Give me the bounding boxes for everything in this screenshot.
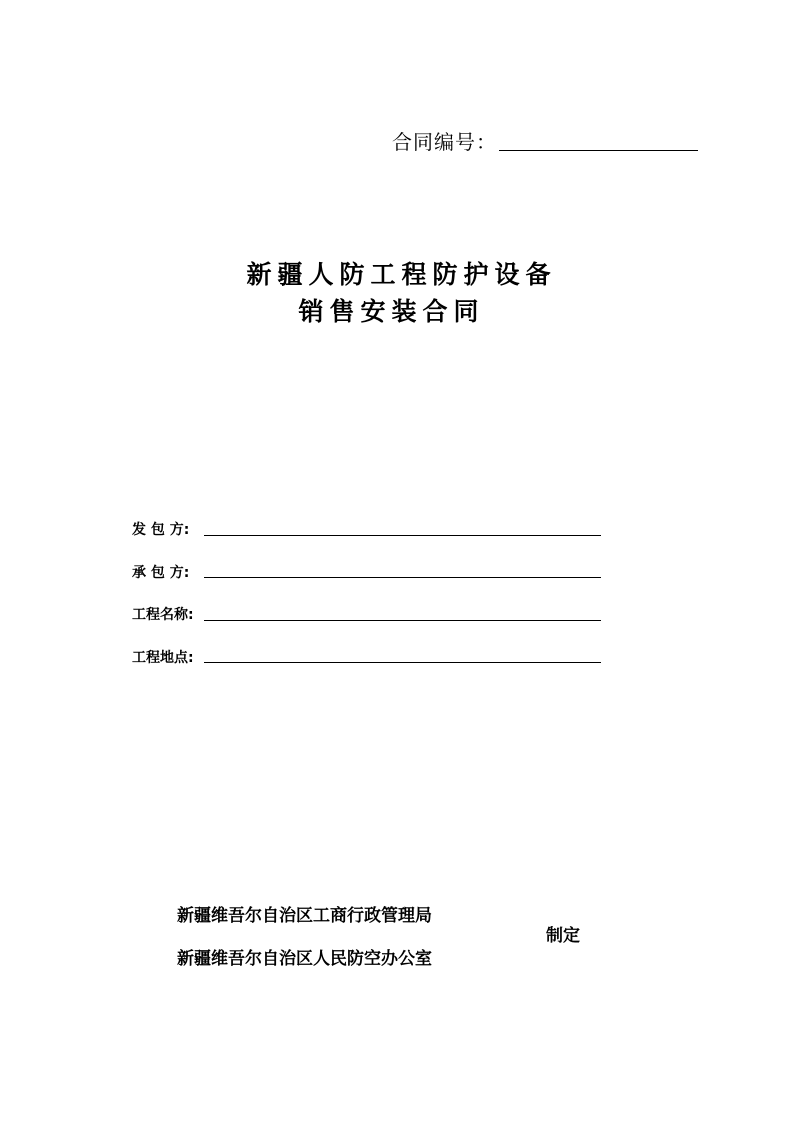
contract-number-blank[interactable] — [499, 150, 698, 151]
issuer-line-1: 新疆维吾尔自治区工商行政管理局 — [177, 906, 432, 926]
field-blank-project-location[interactable] — [204, 662, 601, 663]
field-label-contractor: 承 包 方: — [132, 565, 190, 581]
field-label-employer: 发 包 方: — [132, 522, 190, 538]
document-title-line-2: 销售安装合同 — [298, 297, 485, 326]
field-label-project-location: 工程地点: — [132, 650, 194, 666]
field-blank-project-name[interactable] — [204, 620, 601, 621]
made-by-label: 制定 — [546, 926, 580, 946]
issuer-line-2: 新疆维吾尔自治区人民防空办公室 — [177, 949, 432, 969]
field-blank-contractor[interactable] — [204, 577, 601, 578]
document-title-line-1: 新疆人防工程防护设备 — [246, 260, 557, 289]
contract-number-label: 合同编号： — [392, 130, 497, 154]
field-blank-employer[interactable] — [204, 535, 601, 536]
field-label-project-name: 工程名称: — [132, 607, 194, 623]
